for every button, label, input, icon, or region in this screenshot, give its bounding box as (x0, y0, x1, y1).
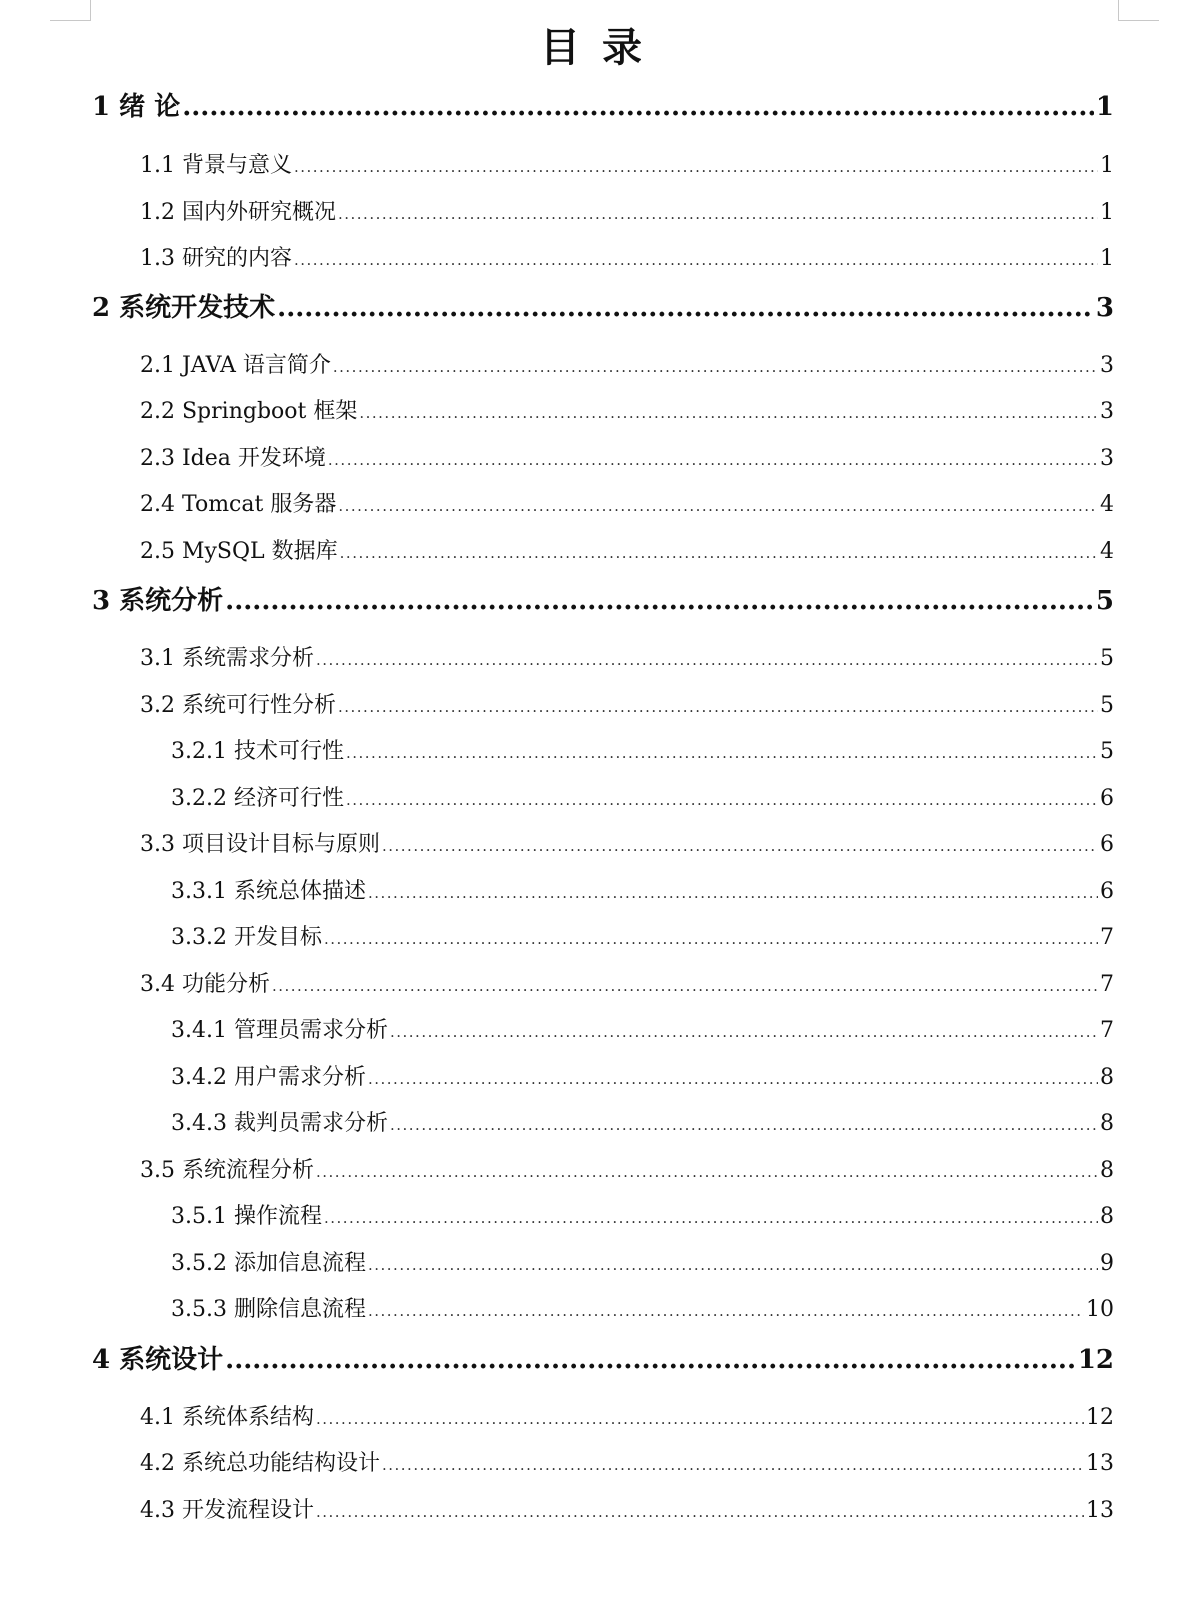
toc-entry[interactable] (140, 487, 1114, 518)
toc-entry-label: 3.5.1 操作流程 (171, 1204, 322, 1229)
toc-dot-leader (333, 358, 1098, 376)
toc-dot-leader (368, 1302, 1084, 1320)
toc-dot-leader (338, 698, 1098, 716)
toc-entry-label: 1.1 背景与意义 (140, 153, 292, 178)
toc-entry-label: 3.4.3 裁判员需求分析 (171, 1111, 388, 1136)
toc-entry-page-number: 8 (1100, 1158, 1114, 1183)
toc-entry-page-number: 13 (1086, 1498, 1114, 1523)
toc-dot-leader (294, 251, 1098, 269)
toc-entry[interactable] (92, 287, 1114, 324)
toc-entry-label: 3 系统分析 (92, 586, 224, 616)
toc-entry[interactable] (140, 1493, 1114, 1524)
toc-entry[interactable] (140, 827, 1114, 858)
toc-entry-label: 3.5.3 删除信息流程 (171, 1297, 366, 1322)
toc-entry-page-number: 5 (1100, 693, 1114, 718)
toc-dot-leader (316, 1503, 1084, 1521)
toc-dot-leader (316, 1410, 1084, 1428)
toc-entry[interactable] (140, 967, 1114, 998)
toc-dot-leader (390, 1023, 1098, 1041)
toc-dot-leader (390, 1116, 1098, 1134)
toc-entry[interactable] (140, 1400, 1114, 1431)
toc-entry-page-number: 7 (1100, 1018, 1114, 1043)
toc-entry-label: 3.3.1 系统总体描述 (171, 879, 366, 904)
toc-entry-page-number: 1 (1100, 153, 1114, 178)
toc-entry-label: 3.5.2 添加信息流程 (171, 1251, 366, 1276)
toc-entry[interactable] (171, 781, 1114, 812)
toc-dot-leader (316, 1163, 1098, 1181)
toc-dot-leader (294, 158, 1098, 176)
toc-entry[interactable] (171, 1106, 1114, 1137)
toc-entry-page-number: 9 (1100, 1251, 1114, 1276)
toc-entry-page-number: 8 (1100, 1111, 1114, 1136)
toc-entry-page-number: 3 (1100, 399, 1114, 424)
toc-entry[interactable] (92, 86, 1114, 123)
toc-entry-page-number: 5 (1100, 646, 1114, 671)
toc-dot-leader (272, 977, 1098, 995)
toc-entry-page-number: 12 (1086, 1405, 1114, 1430)
toc-entry-page-number: 7 (1100, 972, 1114, 997)
toc-entry-label: 3.3.2 开发目标 (171, 925, 322, 950)
toc-entry-page-number: 1 (1095, 92, 1114, 122)
toc-dot-leader (338, 497, 1098, 515)
toc-entry-label: 3.5 系统流程分析 (140, 1158, 314, 1183)
toc-entry-label: 2.5 MySQL 数据库 (140, 539, 338, 564)
toc-entry-label: 3.2.2 经济可行性 (171, 786, 344, 811)
toc-dot-leader (277, 293, 1094, 323)
toc-entry[interactable] (171, 874, 1114, 905)
toc-entry-page-number: 12 (1077, 1345, 1114, 1375)
toc-entry-label: 2.3 Idea 开发环境 (140, 446, 326, 471)
toc-entry-label: 1.2 国内外研究概况 (140, 200, 336, 225)
toc-dot-leader (346, 744, 1098, 762)
toc-entry-label: 3.2.1 技术可行性 (171, 739, 344, 764)
toc-dot-leader (382, 1456, 1084, 1474)
toc-entry-page-number: 3 (1100, 353, 1114, 378)
toc-entry-label: 3.4.1 管理员需求分析 (171, 1018, 388, 1043)
toc-dot-leader (340, 544, 1098, 562)
toc-dot-leader (338, 205, 1098, 223)
toc-entry-page-number: 4 (1100, 539, 1114, 564)
toc-entry-label: 3.2 系统可行性分析 (140, 693, 336, 718)
toc-entry[interactable] (171, 1292, 1114, 1323)
toc-entry-page-number: 8 (1100, 1065, 1114, 1090)
toc-entry[interactable] (140, 1446, 1114, 1477)
toc-entry-page-number: 6 (1100, 879, 1114, 904)
toc-entry[interactable] (140, 688, 1114, 719)
toc-entry[interactable] (92, 580, 1114, 617)
toc-entry-page-number: 6 (1100, 832, 1114, 857)
toc-entry-label: 3.4 功能分析 (140, 972, 270, 997)
toc-entry-page-number: 13 (1086, 1451, 1114, 1476)
toc-entry-page-number: 6 (1100, 786, 1114, 811)
toc-dot-leader (368, 884, 1098, 902)
toc-entry-label: 3.3 项目设计目标与原则 (140, 832, 380, 857)
toc-entry-page-number: 10 (1086, 1297, 1114, 1322)
toc-entry-label: 4.3 开发流程设计 (140, 1498, 314, 1523)
toc-entry-label: 2.2 Springboot 框架 (140, 399, 358, 424)
toc-entry[interactable] (171, 1013, 1114, 1044)
toc-entry-page-number: 3 (1095, 293, 1114, 323)
toc-entry-label: 4.2 系统总功能结构设计 (140, 1451, 380, 1476)
toc-entry[interactable] (140, 195, 1114, 226)
toc-entry[interactable] (171, 1246, 1114, 1277)
toc-dot-leader (324, 930, 1098, 948)
toc-dot-leader (324, 1209, 1098, 1227)
toc-dot-leader (225, 586, 1094, 616)
toc-entry[interactable] (140, 348, 1114, 379)
toc-entry-page-number: 3 (1100, 446, 1114, 471)
toc-dot-leader (328, 451, 1098, 469)
toc-entry[interactable] (92, 1339, 1114, 1376)
toc-entry-page-number: 7 (1100, 925, 1114, 950)
toc-dot-leader (359, 404, 1098, 422)
toc-entry[interactable] (140, 148, 1114, 179)
toc-entry-page-number: 4 (1100, 492, 1114, 517)
toc-dot-leader (382, 837, 1098, 855)
toc-entry[interactable] (140, 394, 1114, 425)
toc-entry-page-number: 1 (1100, 246, 1114, 271)
toc-dot-leader (368, 1070, 1098, 1088)
toc-dot-leader (368, 1256, 1098, 1274)
toc-entry[interactable] (171, 1199, 1114, 1230)
toc-entry[interactable] (140, 534, 1114, 565)
toc-entry-label: 4.1 系统体系结构 (140, 1405, 314, 1430)
toc-entry[interactable] (140, 441, 1114, 472)
toc-entry-page-number: 1 (1100, 200, 1114, 225)
toc-title: 目录 (540, 25, 664, 71)
toc-entry-label: 3.1 系统需求分析 (140, 646, 314, 671)
toc-entry[interactable] (171, 920, 1114, 951)
toc-entry[interactable] (140, 241, 1114, 272)
toc-entry-page-number: 8 (1100, 1204, 1114, 1229)
toc-entry-page-number: 5 (1095, 586, 1114, 616)
toc-entry-label: 2 系统开发技术 (92, 293, 276, 323)
toc-entry[interactable] (140, 1153, 1114, 1184)
toc-entry-label: 2.1 JAVA 语言简介 (140, 353, 331, 378)
toc-dot-leader (316, 651, 1098, 669)
toc-entry[interactable] (140, 641, 1114, 672)
toc-dot-leader (182, 92, 1094, 122)
toc-dot-leader (225, 1345, 1076, 1375)
toc-dot-leader (346, 791, 1098, 809)
toc-entry-label: 1.3 研究的内容 (140, 246, 292, 271)
toc-entry[interactable] (171, 1060, 1114, 1091)
toc-entry-label: 4 系统设计 (92, 1345, 224, 1375)
toc-entry-page-number: 5 (1100, 739, 1114, 764)
toc-entry-label: 1 绪 论 (92, 92, 181, 122)
toc-entry-label: 3.4.2 用户需求分析 (171, 1065, 366, 1090)
toc-entry-label: 2.4 Tomcat 服务器 (140, 492, 337, 517)
toc-entry[interactable] (171, 734, 1114, 765)
